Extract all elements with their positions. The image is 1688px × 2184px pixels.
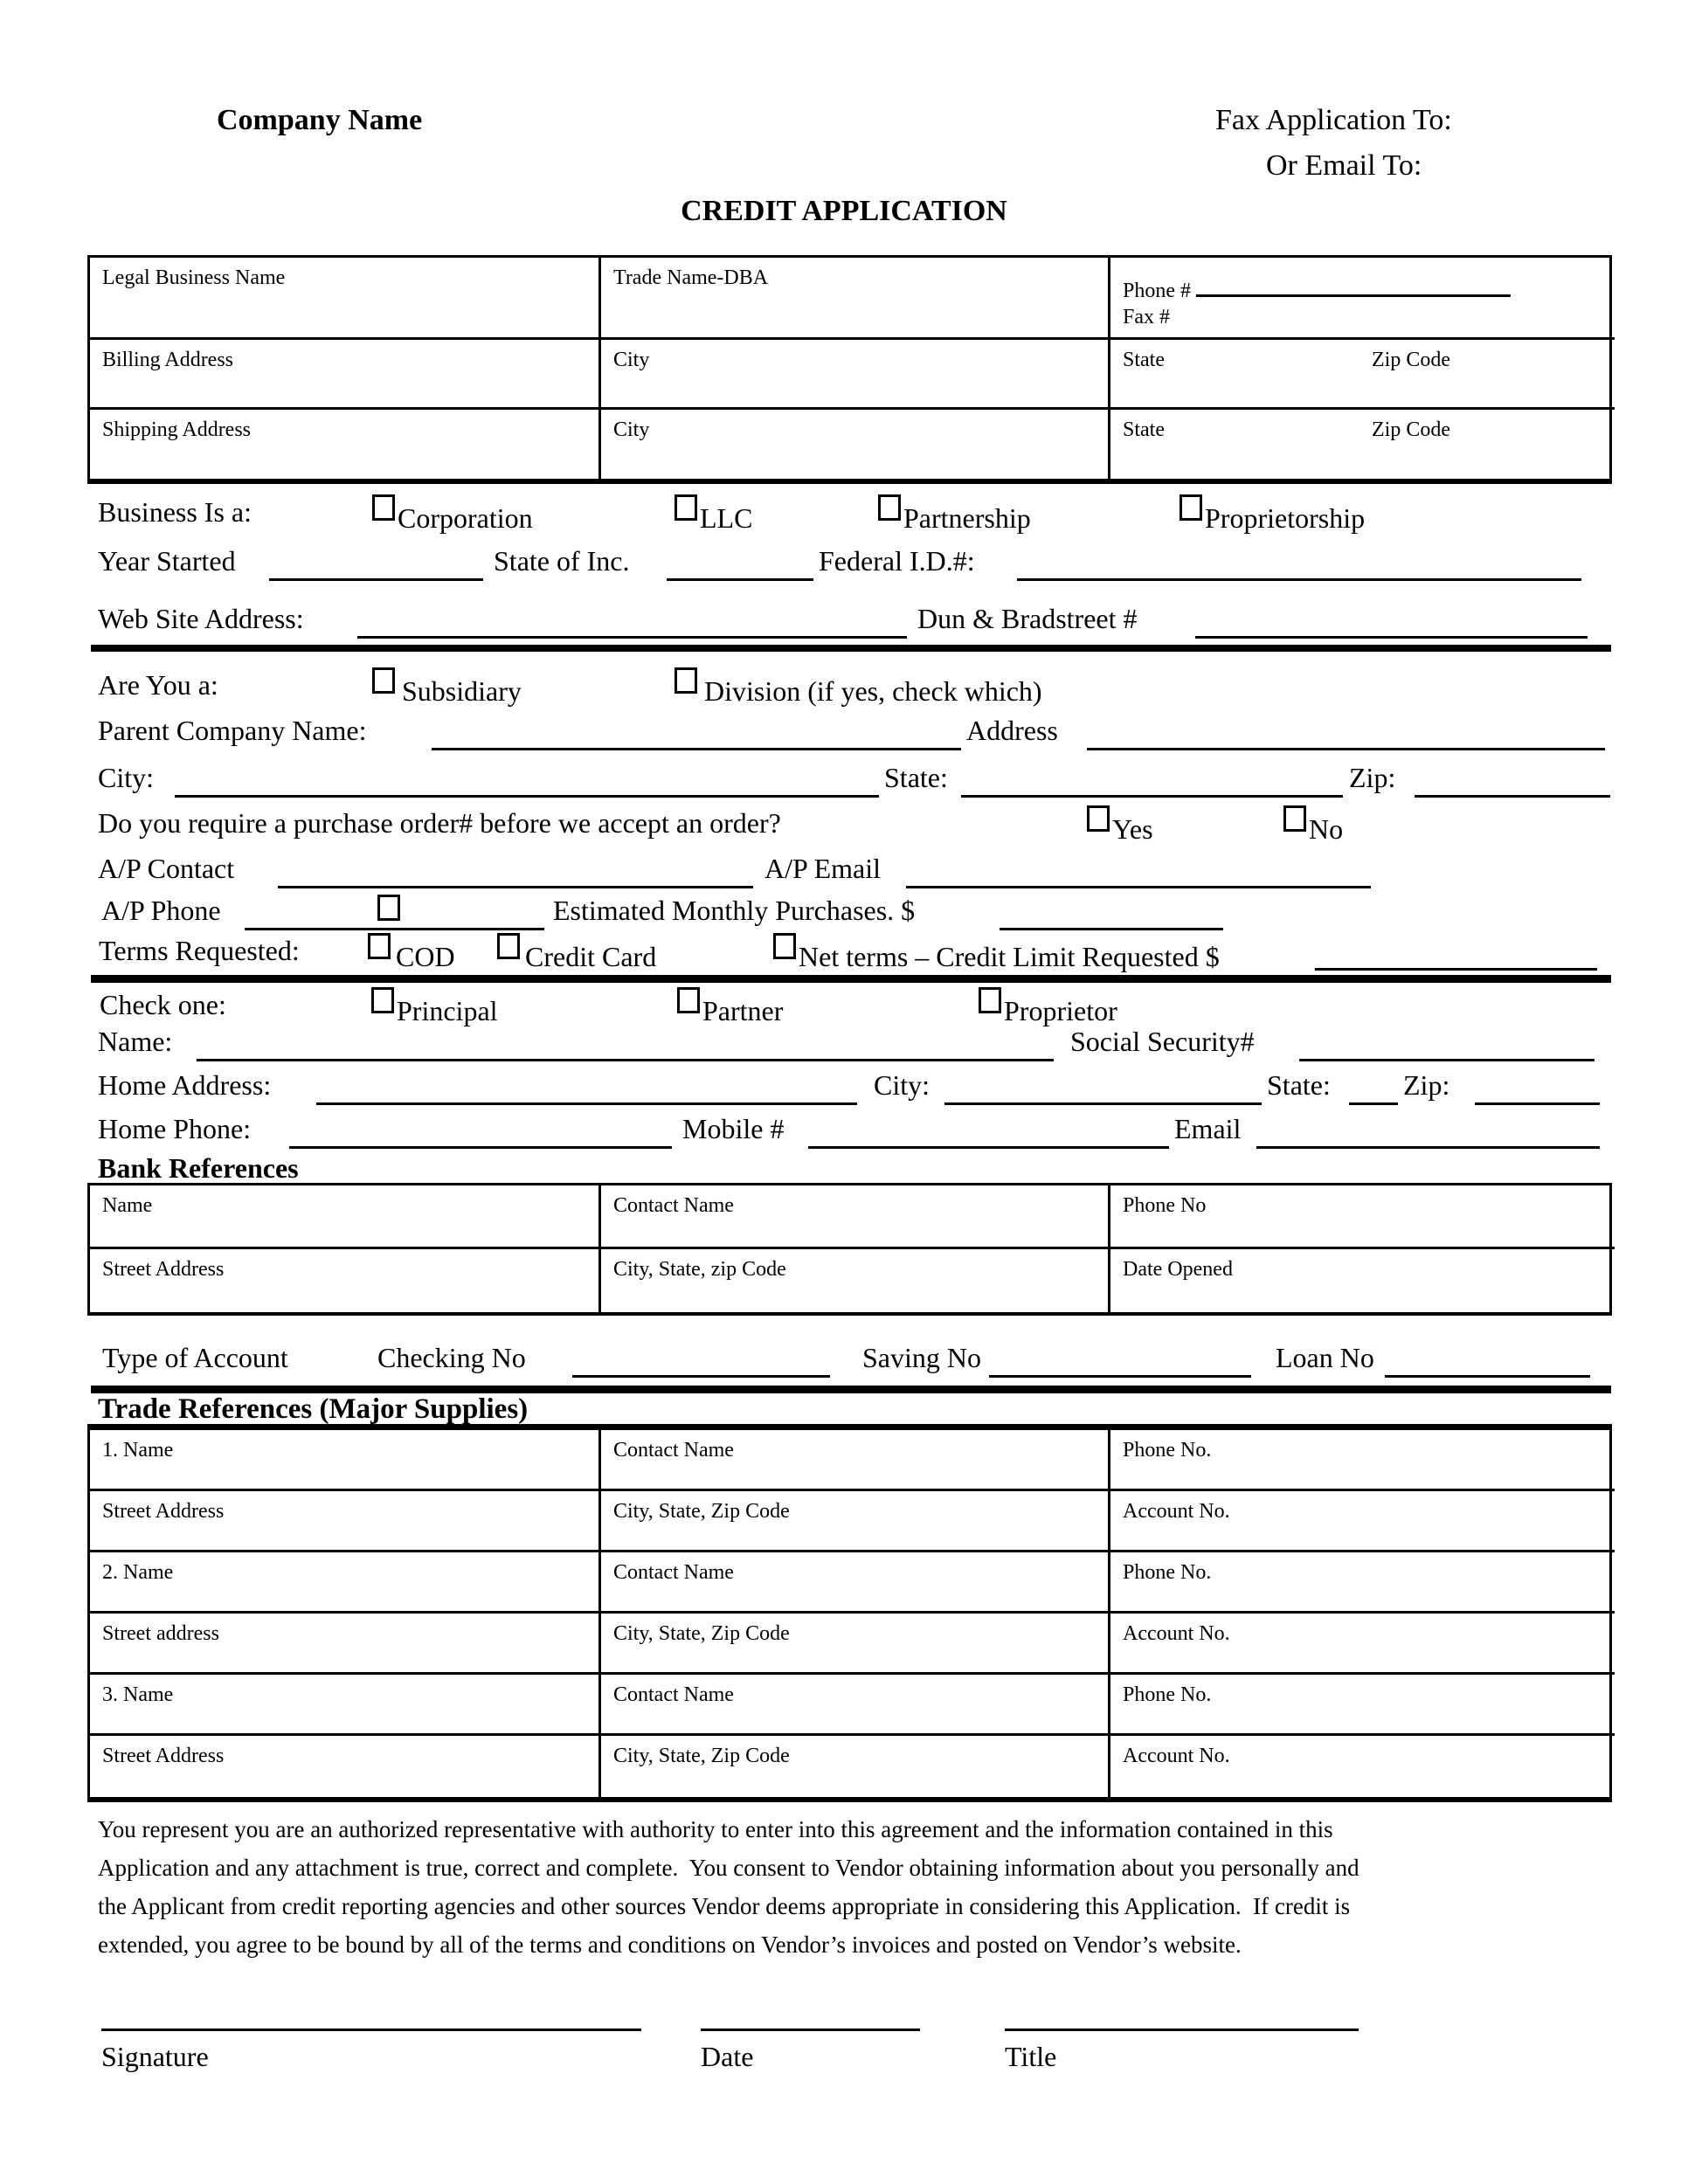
est-monthly-field[interactable] — [1000, 893, 1223, 930]
net-terms-label: Net terms – Credit Limit Requested $ — [799, 941, 1220, 972]
corporation-checkbox[interactable] — [372, 494, 395, 521]
subsidiary-checkbox[interactable] — [372, 667, 395, 694]
bank-date-opened-cell[interactable]: Date Opened — [1123, 1258, 1233, 1281]
trade-cell[interactable]: Contact Name — [601, 1430, 1110, 1491]
business-info-table — [87, 255, 1612, 484]
website-label: Web Site Address: — [98, 603, 304, 634]
state-of-inc-field[interactable] — [667, 543, 813, 581]
year-started-line — [0, 543, 1688, 584]
parent-zip-field[interactable] — [1415, 760, 1610, 798]
bank-contact-cell[interactable]: Contact Name — [601, 1185, 1110, 1249]
bank-street-cell[interactable]: Street Address — [90, 1249, 601, 1312]
loan-no-label: Loan No — [1276, 1342, 1374, 1373]
parent-company-label: Parent Company Name: — [98, 715, 367, 746]
home-state-field[interactable] — [1349, 1068, 1398, 1105]
home-state-label: State: — [1267, 1069, 1331, 1101]
parent-state-field[interactable] — [961, 760, 1343, 798]
po-question-label: Do you require a purchase order# before we accept an order? — [98, 807, 781, 839]
are-you-a-line — [0, 667, 1688, 708]
state-of-inc-label: State of Inc. — [494, 545, 630, 577]
date-line[interactable] — [701, 2028, 920, 2031]
trade-cell[interactable]: 3. Name — [90, 1675, 601, 1736]
ap-phone-checkbox[interactable] — [377, 895, 400, 921]
trade-cell[interactable]: Contact Name — [601, 1675, 1110, 1736]
legal-line-2: Application and any attachment is true, correct and complete. You consent to Vendor obtaining information about you personally and — [98, 1855, 1359, 1881]
trade-cell[interactable]: Phone No. — [1110, 1675, 1615, 1736]
date-label: Date — [701, 2041, 754, 2072]
ap-contact-field[interactable] — [278, 851, 753, 888]
dun-bradstreet-field[interactable] — [1195, 601, 1588, 639]
proprietor-checkbox[interactable] — [979, 987, 1001, 1013]
check-one-label: Check one: — [100, 989, 226, 1020]
fax-application-to-label: Fax Application To: — [1215, 104, 1452, 136]
home-phone-line — [0, 1111, 1688, 1151]
partner-label: Partner — [702, 995, 784, 1026]
checking-no-label: Checking No — [377, 1342, 526, 1373]
proprietorship-checkbox[interactable] — [1180, 494, 1202, 521]
loan-no-field[interactable] — [1385, 1340, 1590, 1378]
legal-line-1: You represent you are an authorized representative with authority to enter into this agreement and the information contained in this — [98, 1816, 1333, 1842]
llc-checkbox[interactable] — [675, 494, 697, 521]
ap-phone-line — [0, 893, 1688, 933]
trade-cell[interactable]: Account No. — [1110, 1491, 1615, 1552]
phone-fax-cell[interactable] — [1110, 258, 1615, 340]
principal-name-field[interactable] — [197, 1024, 1054, 1061]
fax-label: Fax # — [1123, 306, 1170, 328]
parent-address-field[interactable] — [1087, 713, 1605, 750]
federal-id-label: Federal I.D.#: — [819, 545, 975, 577]
saving-no-label: Saving No — [862, 1342, 981, 1373]
section-divider-1 — [91, 645, 1611, 652]
ap-contact-label: A/P Contact — [98, 853, 235, 884]
ssn-label: Social Security# — [1070, 1026, 1255, 1057]
business-type-label: Business Is a: — [98, 496, 252, 528]
est-monthly-label: Estimated Monthly Purchases. $ — [553, 895, 916, 926]
home-address-label: Home Address: — [98, 1069, 272, 1101]
home-zip-label: Zip: — [1403, 1069, 1450, 1101]
trade-cell[interactable]: Phone No. — [1110, 1430, 1615, 1491]
billing-address-cell[interactable]: Billing Address — [90, 340, 601, 410]
trade-cell[interactable]: City, State, Zip Code — [601, 1614, 1110, 1675]
trade-cell[interactable]: Street address — [90, 1614, 601, 1675]
trade-name-dba-cell[interactable]: Trade Name-DBA — [601, 258, 1110, 340]
bank-references-heading: Bank References — [98, 1152, 299, 1184]
trade-cell[interactable]: City, State, Zip Code — [601, 1491, 1110, 1552]
title-label: Title — [1005, 2041, 1057, 2072]
phone-field[interactable] — [1196, 265, 1511, 297]
year-started-label: Year Started — [98, 545, 236, 577]
account-type-line — [0, 1340, 1688, 1380]
form-title: CREDIT APPLICATION — [681, 195, 1007, 227]
type-of-account-label: Type of Account — [102, 1342, 288, 1373]
principal-name-label: Name: — [98, 1026, 173, 1057]
trade-references-table — [87, 1424, 1612, 1802]
ap-email-field[interactable] — [906, 851, 1371, 888]
llc-label: LLC — [700, 502, 753, 534]
are-you-a-label: Are You a: — [98, 669, 218, 701]
trade-cell[interactable]: Contact Name — [601, 1552, 1110, 1614]
ssn-field[interactable] — [1299, 1024, 1595, 1061]
parent-zip-label: Zip: — [1349, 762, 1396, 793]
shipping-state-zip-cell[interactable] — [1110, 410, 1615, 479]
legal-paragraph — [98, 1810, 1359, 1964]
po-yes-label: Yes — [1112, 813, 1153, 845]
trade-cell[interactable]: 1. Name — [90, 1430, 601, 1491]
dun-bradstreet-label: Dun & Bradstreet # — [917, 603, 1138, 634]
checking-no-field[interactable] — [572, 1340, 830, 1378]
billing-state-zip-cell[interactable] — [1110, 340, 1615, 410]
ap-phone-label: A/P Phone — [101, 895, 221, 926]
email-label: Email — [1174, 1113, 1242, 1144]
parent-company-line — [0, 713, 1688, 753]
credit-card-checkbox[interactable] — [497, 933, 520, 959]
principal-name-line — [0, 1024, 1688, 1064]
home-city-field[interactable] — [944, 1068, 1262, 1105]
po-yes-checkbox[interactable] — [1087, 805, 1110, 832]
trade-cell[interactable]: Account No. — [1123, 1745, 1230, 1767]
or-email-to-label: Or Email To: — [1266, 149, 1422, 182]
home-phone-field[interactable] — [289, 1111, 672, 1149]
bank-name-cell[interactable]: Name — [90, 1185, 601, 1249]
home-address-line — [0, 1068, 1688, 1108]
signature-label: Signature — [101, 2041, 209, 2072]
parent-city-line — [0, 760, 1688, 800]
terms-requested-label: Terms Requested: — [99, 935, 300, 966]
website-field[interactable] — [357, 601, 907, 639]
trade-references-heading: Trade References (Major Supplies) — [98, 1393, 529, 1425]
partnership-checkbox[interactable] — [878, 494, 901, 521]
parent-company-field[interactable] — [432, 713, 961, 750]
cod-checkbox[interactable] — [368, 933, 391, 959]
signature-line[interactable] — [101, 2028, 641, 2031]
website-line — [0, 601, 1688, 641]
parent-state-label: State: — [884, 762, 948, 793]
shipping-state-label: State — [1123, 418, 1165, 441]
trade-cell[interactable]: 2. Name — [90, 1552, 601, 1614]
trade-cell[interactable]: Phone No. — [1110, 1552, 1615, 1614]
bank-phone-cell[interactable]: Phone No — [1110, 1185, 1615, 1249]
po-no-checkbox[interactable] — [1283, 805, 1306, 832]
proprietorship-label: Proprietorship — [1205, 502, 1366, 534]
parent-city-label: City: — [98, 762, 155, 793]
ap-contact-line — [0, 851, 1688, 891]
home-zip-field[interactable] — [1475, 1068, 1600, 1105]
terms-line — [0, 933, 1688, 973]
shipping-zip-label: Zip Code — [1372, 418, 1450, 441]
cod-label: COD — [396, 941, 455, 972]
home-phone-label: Home Phone: — [98, 1113, 252, 1144]
net-terms-checkbox[interactable] — [773, 933, 796, 959]
credit-card-label: Credit Card — [525, 941, 657, 972]
partnership-label: Partnership — [903, 502, 1031, 534]
saving-no-field[interactable] — [989, 1340, 1251, 1378]
ap-email-label: A/P Email — [764, 853, 882, 884]
corporation-label: Corporation — [398, 502, 533, 534]
principal-label: Principal — [397, 995, 498, 1026]
partner-checkbox[interactable] — [677, 987, 700, 1013]
company-name: Company Name — [217, 104, 423, 136]
billing-zip-label: Zip Code — [1372, 349, 1450, 371]
credit-limit-field[interactable] — [1315, 933, 1597, 971]
shipping-city-cell[interactable]: City — [601, 410, 1110, 479]
proprietor-label: Proprietor — [1004, 995, 1117, 1026]
po-question-line — [0, 805, 1688, 846]
section-divider-2 — [91, 975, 1611, 983]
legal-business-name-cell[interactable]: Legal Business Name — [90, 258, 601, 340]
bank-references-table — [87, 1183, 1612, 1316]
billing-city-cell[interactable]: City — [601, 340, 1110, 410]
business-type-line — [0, 494, 1688, 535]
bank-citystatezip-cell[interactable]: City, State, zip Code — [601, 1249, 1110, 1312]
subsidiary-label: Subsidiary — [402, 675, 522, 707]
division-checkbox[interactable] — [675, 667, 697, 694]
phone-label: Phone # — [1123, 280, 1191, 302]
parent-address-label: Address — [966, 715, 1058, 746]
trade-cell[interactable]: Account No. — [1110, 1614, 1615, 1675]
legal-line-4: extended, you agree to be bound by all of the terms and conditions on Vendor’s invoices and posted on Vendor’s website. — [98, 1932, 1242, 1958]
division-label: Division (if yes, check which) — [704, 675, 1042, 707]
legal-line-3: the Applicant from credit reporting agencies and other sources Vendor deems appropriate in considering this Application. If credit is — [98, 1893, 1351, 1919]
trade-cell[interactable]: Street Address — [90, 1736, 601, 1797]
federal-id-field[interactable] — [1017, 543, 1581, 581]
trade-cell[interactable]: Street Address — [90, 1491, 601, 1552]
home-address-field[interactable] — [316, 1068, 857, 1105]
year-started-field[interactable] — [269, 543, 483, 581]
title-line[interactable] — [1005, 2028, 1359, 2031]
mobile-field[interactable] — [808, 1111, 1169, 1149]
home-city-label: City: — [874, 1069, 930, 1101]
mobile-label: Mobile # — [682, 1113, 785, 1144]
po-no-label: No — [1309, 813, 1344, 845]
principal-checkbox[interactable] — [371, 987, 394, 1013]
trade-cell[interactable]: City, State, Zip Code — [601, 1736, 1110, 1797]
email-field[interactable] — [1256, 1111, 1600, 1149]
parent-city-field[interactable] — [175, 760, 879, 798]
shipping-address-cell[interactable]: Shipping Address — [90, 410, 601, 479]
billing-state-label: State — [1123, 349, 1165, 371]
check-one-line — [0, 987, 1688, 1027]
